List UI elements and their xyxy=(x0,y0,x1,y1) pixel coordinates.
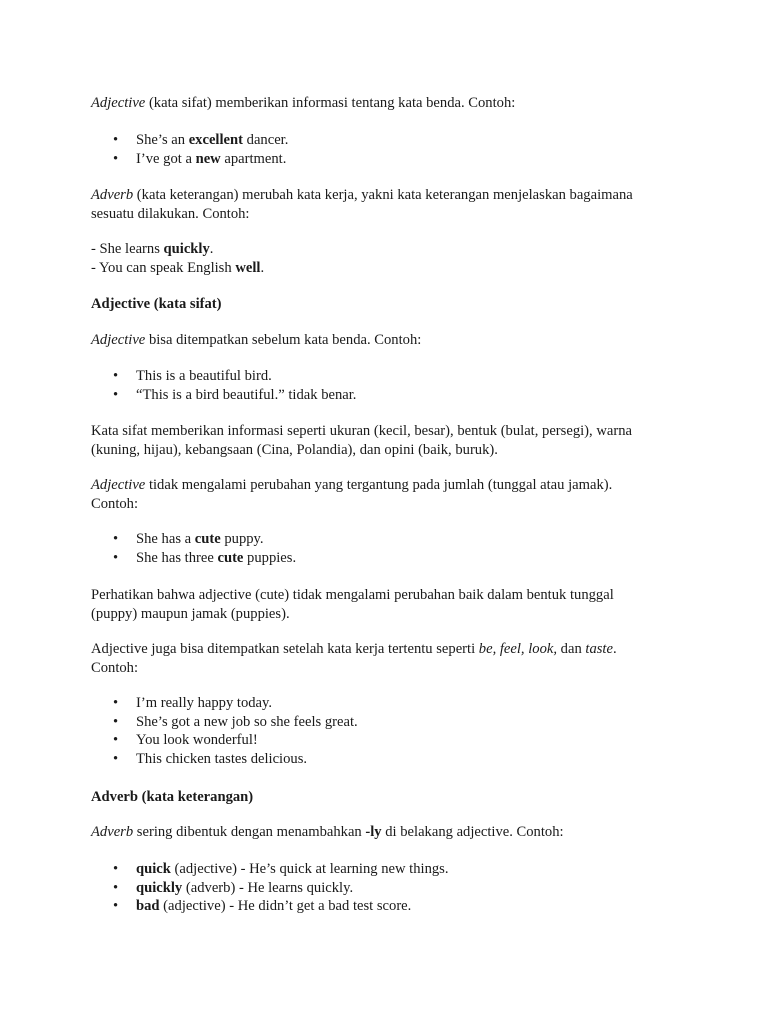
ly-paragraph: Adverb sering dibentuk dengan menambahkan -ly di belakang adjective. Contoh: xyxy=(91,824,564,840)
list-item: • She has three cute puppies. xyxy=(91,549,691,568)
adjective-term: Adjective xyxy=(91,95,146,111)
verbs-examples xyxy=(91,694,691,768)
adjective-intro-examples xyxy=(91,131,691,168)
list-item: • This chicken tastes delicious. xyxy=(91,750,691,769)
adverb-intro-examples xyxy=(91,240,691,277)
list-item: • “This is a bird beautiful.” tidak benar. xyxy=(91,386,691,405)
adverb-intro-paragraph: Adverb (kata keterangan) merubah kata kerja, yakni kata keterangan menjelaskan bagaimana sesuatu dilakukan. Contoh: xyxy=(91,187,633,222)
adjective-section-heading: Adjective (kata sifat) xyxy=(91,296,222,312)
adjective-intro-paragraph: Adjective (kata sifat) memberikan informasi tentang kata benda. Contoh: xyxy=(91,95,516,111)
list-item: • She’s an excellent dancer. xyxy=(91,131,691,150)
list-item: • bad (adjective) - He didn’t get a bad test score. xyxy=(91,897,691,916)
verbs-paragraph: Adjective juga bisa ditempatkan setelah kata kerja tertentu seperti be, feel, look, dan taste. Contoh: xyxy=(91,641,617,676)
adverb-term: Adverb xyxy=(91,187,134,203)
example-line: - You can speak English well. xyxy=(91,259,265,276)
list-item: • This is a beautiful bird. xyxy=(91,367,691,386)
list-item: • quickly (adverb) - He learns quickly. xyxy=(91,879,691,898)
adverb-section-heading: Adverb (kata keterangan) xyxy=(91,789,254,805)
example-line: - She learns quickly. xyxy=(91,241,214,257)
placement-examples xyxy=(91,367,691,404)
list-item: • She has a cute puppy. xyxy=(91,530,691,549)
list-item: • I’m really happy today. xyxy=(91,694,691,713)
plural-paragraph: Adjective tidak mengalami perubahan yang tergantung pada jumlah (tunggal atau jamak). Contoh: xyxy=(91,477,613,512)
placement-paragraph: Adjective bisa ditempatkan sebelum kata benda. Contoh: xyxy=(91,332,422,348)
notice-paragraph: Perhatikan bahwa adjective (cute) tidak mengalami perubahan baik dalam bentuk tunggal (puppy) maupun jamak (puppies). xyxy=(91,587,614,622)
list-item: • quick (adjective) - He’s quick at learning new things. xyxy=(91,860,691,879)
list-item: • You look wonderful! xyxy=(91,731,691,750)
list-item: • She’s got a new job so she feels great. xyxy=(91,713,691,732)
list-item: • I’ve got a new apartment. xyxy=(91,150,691,169)
plural-examples xyxy=(91,530,691,567)
info-paragraph: Kata sifat memberikan informasi seperti ukuran (kecil, besar), bentuk (bulat, persegi), warna (kuning, hijau), kebangsaan (Cina, Polandia), dan opini (baik, buruk). xyxy=(91,423,632,458)
ly-examples xyxy=(91,860,691,916)
